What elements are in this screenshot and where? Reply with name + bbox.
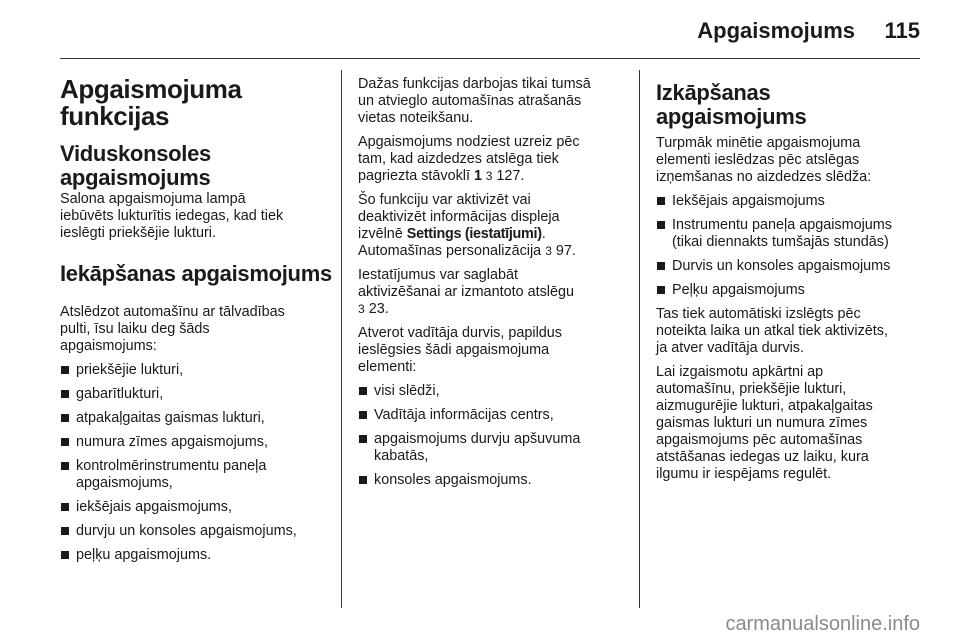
- exit-intro-paragraph: Turpmāk minētie apgaismojuma elementi ieslēdzas pēc atslēgas izņemšanas no aizdedzes slēdža:: [656, 135, 872, 185]
- bullet-square-icon: [359, 435, 367, 443]
- bullet-square-icon: [61, 551, 69, 559]
- list-item: Durvis un konsoles apgaismojums: [656, 258, 924, 275]
- bullet-square-icon: [359, 411, 367, 419]
- list-item: Vadītāja informācijas centrs,: [358, 407, 630, 424]
- bullet-square-icon: [61, 462, 69, 470]
- switch-off-paragraph: Apgaismojums nodziest uzreiz pēc tam, kad aizdedzes atslēga tiek pagriezta stāvoklī 1 3 127.: [358, 134, 580, 184]
- page-ref-arrow-icon: 3: [485, 169, 493, 183]
- page-reference: 23.: [368, 301, 389, 317]
- list-item: Peļķu apgaismojums: [656, 282, 924, 299]
- column-3: [656, 76, 924, 483]
- page-header: [0, 0, 960, 60]
- settings-menu-name: Settings (iestatījumi): [406, 226, 542, 242]
- ignition-position: 1: [473, 168, 482, 184]
- surroundings-paragraph: Lai izgaismotu apkārtni ap automašīnu, priekšējie lukturi, aizmugurējie lukturi, atpakaļgaitas gaismas lukturi un numura zīmes apgaismojums pēc automašīnas atstāšanas iedegas uz laiku, kura ilgumu ir iespējams regulēt.: [656, 364, 873, 482]
- exit-lights-list: [656, 193, 924, 299]
- watermark: carmanualsonline.info: [725, 613, 920, 635]
- bullet-square-icon: [657, 197, 665, 205]
- list-item: visi slēdži,: [358, 383, 630, 400]
- list-item: kontrolmērinstrumentu paneļa apgaismojums,: [60, 458, 332, 492]
- list-item: numura zīmes apgaismojums,: [60, 434, 332, 451]
- page-number: 115: [884, 18, 920, 43]
- column-divider-1: [341, 70, 342, 608]
- list-item: durvju un konsoles apgaismojums,: [60, 523, 332, 540]
- column-1: [60, 76, 332, 564]
- subsection-title-console: Viduskonsoles apgaismojums: [60, 141, 211, 190]
- list-item: gabarītlukturi,: [60, 386, 332, 403]
- list-item: apgaismojums durvju apšuvuma kabatās,: [358, 431, 630, 465]
- darkness-paragraph: Dažas funkcijas darbojas tikai tumsā un atvieglo automašīnas atrašanās vietas noteikšanu.: [358, 76, 591, 126]
- header-divider: [60, 58, 920, 59]
- section-title: Apgaismojuma funkcijas: [60, 74, 242, 131]
- page-reference: 127.: [496, 168, 525, 184]
- entry-lights-list: [60, 362, 332, 564]
- bullet-square-icon: [61, 527, 69, 535]
- bullet-square-icon: [61, 390, 69, 398]
- console-paragraph: Salona apgaismojuma lampā iebūvēts lukturītis iedegas, kad tiek ieslēgti priekšējie lukturi.: [60, 191, 284, 241]
- page-reference: 97.: [555, 243, 576, 259]
- driver-door-paragraph: Atverot vadītāja durvis, papildus ieslēgsies šādi apgaismojuma elementi:: [358, 325, 562, 375]
- list-item: konsoles apgaismojums.: [358, 472, 630, 489]
- page-ref-arrow-icon: 3: [545, 244, 552, 258]
- driver-door-list: [358, 383, 630, 489]
- bullet-square-icon: [657, 286, 665, 294]
- settings-paragraph: Šo funkciju var aktivizēt vai deaktivizēt informācijas displeja izvēlnē Settings (iestatījumi). Automašīnas personalizācija 3 97.: [358, 192, 576, 259]
- section-title-exit: Izkāpšanas apgaismojums: [656, 80, 807, 129]
- list-item: iekšējais apgaismojums,: [60, 499, 332, 516]
- running-header-title: Apgaismojums: [697, 18, 855, 43]
- column-2: [358, 76, 630, 489]
- auto-off-paragraph: Tas tiek automātiski izslēgts pēc noteikta laika un atkal tiek aktivizēts, ja atver vadītāja durvis.: [656, 306, 888, 356]
- bullet-square-icon: [61, 503, 69, 511]
- bullet-square-icon: [657, 221, 665, 229]
- list-item: atpakaļgaitas gaismas lukturi,: [60, 410, 332, 427]
- bullet-square-icon: [359, 476, 367, 484]
- bullet-square-icon: [61, 414, 69, 422]
- subsection-title-entry: Iekāpšanas apgaismojums: [60, 261, 332, 286]
- list-item: Instrumentu paneļa apgaismojums (tikai diennakts tumšajās stundās): [656, 217, 924, 251]
- list-item: peļķu apgaismojums.: [60, 547, 332, 564]
- bullet-square-icon: [61, 366, 69, 374]
- key-settings-paragraph: Iestatījumus var saglabāt aktivizēšanai ar izmantoto atslēgu 3 23.: [358, 267, 574, 317]
- bullet-square-icon: [61, 438, 69, 446]
- column-divider-2: [639, 70, 640, 608]
- list-item: priekšējie lukturi,: [60, 362, 332, 379]
- list-item: Iekšējais apgaismojums: [656, 193, 924, 210]
- bullet-square-icon: [657, 262, 665, 270]
- page-ref-arrow-icon: 3: [358, 302, 365, 316]
- entry-paragraph: Atslēdzot automašīnu ar tālvadības pulti, īsu laiku deg šāds apgaismojums:: [60, 304, 285, 354]
- bullet-square-icon: [359, 387, 367, 395]
